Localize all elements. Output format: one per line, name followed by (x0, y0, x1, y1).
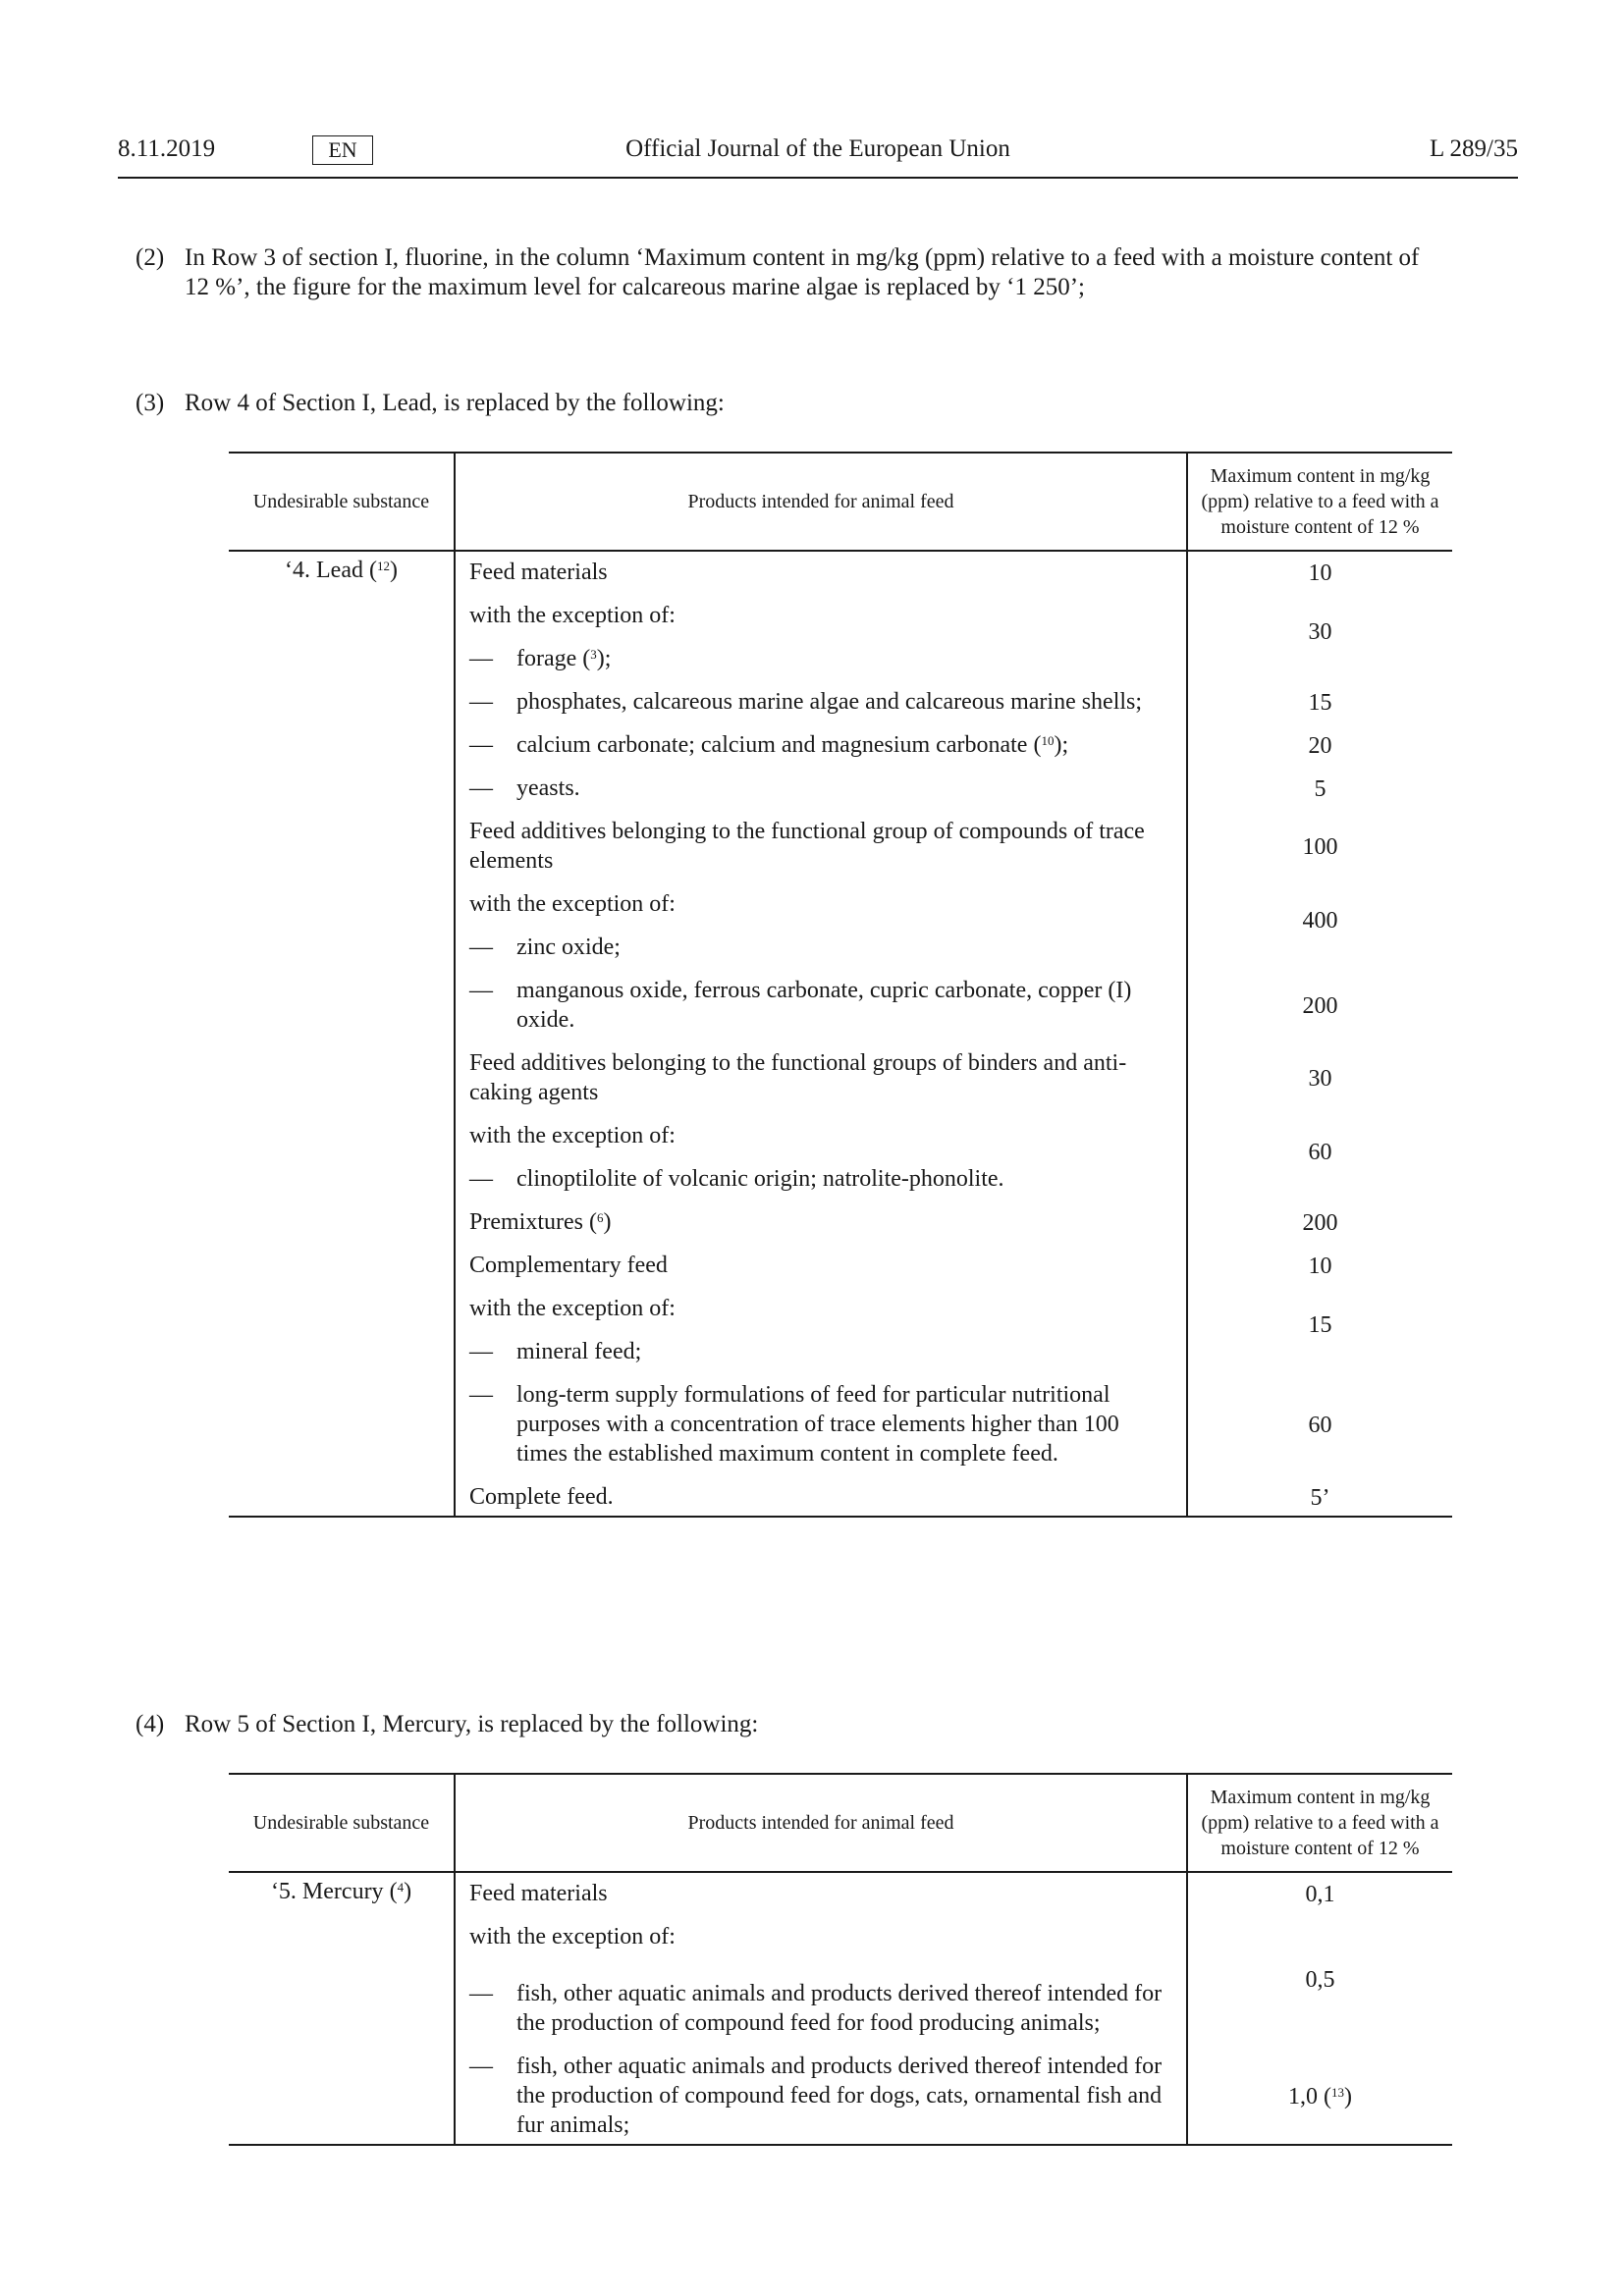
header-maximum-content: Maximum content in mg/kg (ppm) relative to a feed with a moisture content of 12 % (1187, 453, 1452, 551)
value-text: 20 (1308, 733, 1332, 759)
max-content-value (1188, 906, 1452, 935)
item-text (516, 687, 1172, 717)
products-cell (455, 1872, 1187, 2145)
max-content-value (1188, 991, 1452, 1021)
footnote-ref: 6 (596, 1210, 604, 1225)
paragraph-2 (135, 243, 1449, 302)
product-line (469, 601, 1172, 630)
item-label: yeasts. (516, 775, 580, 801)
product-label: Feed additives belonging to the functional groups of binders and anti-caking agents (469, 1050, 1127, 1105)
paragraph-text: Row 5 of Section I, Mercury, is replaced by the following: (185, 1711, 759, 1737)
max-content-value (1188, 1483, 1452, 1513)
product-label: Premixtures (469, 1209, 583, 1235)
footnote-ref: 12 (376, 559, 390, 573)
paragraph-4 (135, 1710, 1449, 1739)
value-text: 100 (1302, 834, 1338, 860)
value-text: 30 (1308, 619, 1332, 645)
item-text: calcium carbonate; calcium and magnesium carbonate ($^{10}$); (516, 732, 1069, 758)
item-text (516, 1979, 1172, 2038)
product-line (469, 1048, 1172, 1107)
product-label: with the exception of: (469, 1924, 676, 1949)
list-item (469, 976, 1172, 1035)
substance-name: ‘5. Mercury (270, 1879, 384, 1904)
footnote-ref: 4 (397, 1880, 405, 1895)
value-text: 200 (1302, 993, 1338, 1019)
dash-marker: — (469, 978, 493, 1003)
value-text: 0,1 (1305, 1882, 1335, 1907)
dash-marker: — (469, 1382, 493, 1408)
list-item (469, 687, 1172, 717)
item-label: zinc oxide; (516, 934, 621, 960)
item-label: mineral feed; (516, 1339, 642, 1364)
item-label: manganous oxide, ferrous carbonate, cupric carbonate, copper (I) oxide. (516, 978, 1132, 1033)
max-content-value (1188, 1064, 1452, 1094)
value-text: 10 (1308, 1254, 1332, 1279)
max-content-value (1188, 1252, 1452, 1281)
footnote-ref: 10 (1041, 733, 1055, 748)
product-label: with the exception of: (469, 891, 676, 917)
paragraph-text: Row 4 of Section I, Lead, is replaced by the following: (185, 390, 725, 416)
value-text: 10 (1308, 561, 1332, 586)
journal-title: Official Journal of the European Union (625, 135, 1010, 162)
value-text: 5’ (1310, 1485, 1330, 1511)
language-badge: EN (312, 135, 373, 165)
product-line (469, 1121, 1172, 1150)
item-label: clinoptilolite of volcanic origin; natrolite-phonolite. (516, 1166, 1004, 1192)
max-content-value (1188, 1208, 1452, 1238)
value-text: 30 (1308, 1066, 1332, 1092)
product-label: with the exception of: (469, 1123, 676, 1148)
product-line (469, 1251, 1172, 1280)
product-line (469, 1879, 1172, 1908)
value-text: 60 (1308, 1413, 1332, 1438)
value-text: 15 (1308, 690, 1332, 716)
product-label: Feed materials (469, 560, 608, 585)
dash-marker: — (469, 1339, 493, 1364)
max-content-value (1188, 559, 1452, 588)
item-label: phosphates, calcareous marine algae and calcareous marine shells; (516, 689, 1143, 715)
list-item (469, 774, 1172, 803)
value-text: 200 (1302, 1210, 1338, 1236)
max-content-value (1188, 1965, 1452, 1995)
max-content-value (1188, 1138, 1452, 1167)
max-content-value: 1,0 ($^{13}$) (1288, 2084, 1352, 2109)
value-text: 1,0 (1288, 2084, 1318, 2109)
list-item (469, 1979, 1172, 2038)
value-text: 400 (1302, 908, 1338, 934)
values-cell (1187, 551, 1452, 1517)
dash-marker: — (469, 775, 493, 801)
dash-marker: — (469, 2054, 493, 2079)
dash-marker: — (469, 934, 493, 960)
max-content-value (1188, 1310, 1452, 1340)
dash-marker: — (469, 689, 493, 715)
product-label: Feed additives belonging to the functional group of compounds of trace elements (469, 819, 1145, 874)
list-item (469, 2052, 1172, 2140)
list-item (469, 730, 1172, 760)
substance-cell: ‘4. Lead ($^{12}$) (229, 551, 455, 1517)
substance-cell: ‘5. Mercury ($^4$) (229, 1872, 455, 2145)
substance-name: ‘4. Lead (285, 558, 363, 583)
product-line (469, 1482, 1172, 1512)
item-label: forage (516, 646, 577, 671)
paragraph-3 (135, 389, 1449, 418)
product-label: Complete feed. (469, 1484, 614, 1510)
max-content-value (1188, 774, 1452, 804)
header-products: Products intended for animal feed (455, 1774, 1187, 1872)
list-item (469, 644, 1172, 673)
dash-marker: — (469, 1166, 493, 1192)
product-line: Premixtures ($^6$) (469, 1209, 612, 1235)
product-line (469, 889, 1172, 919)
item-text (516, 976, 1172, 1035)
product-line (469, 817, 1172, 876)
max-content-value (1188, 1411, 1452, 1440)
item-text (516, 933, 1172, 962)
max-content-value (1188, 1880, 1452, 1909)
list-item (469, 1380, 1172, 1468)
product-label: Feed materials (469, 1881, 608, 1906)
value-text: 5 (1314, 776, 1326, 802)
product-label: with the exception of: (469, 603, 676, 628)
header-products: Products intended for animal feed (455, 453, 1187, 551)
product-line (469, 1294, 1172, 1323)
paragraph-number: (2) (135, 244, 165, 271)
item-label: long-term supply formulations of feed for particular nutritional purposes with a concentration of trace elements higher than 100 times the established maximum content in complete feed. (516, 1382, 1119, 1467)
paragraph-number: (4) (135, 1711, 165, 1737)
product-line (469, 1922, 1172, 1951)
product-label: with the exception of: (469, 1296, 676, 1321)
item-text (516, 1164, 1172, 1194)
list-item (469, 1164, 1172, 1194)
values-cell (1187, 1872, 1452, 2145)
item-text (516, 1337, 1172, 1366)
item-label: fish, other aquatic animals and products derived thereof intended for the production of compound feed for dogs, cats, ornamental fish and fur animals; (516, 2054, 1163, 2138)
products-cell (455, 551, 1187, 1517)
product-label: Complementary feed (469, 1253, 668, 1278)
lead-table (229, 452, 1452, 1518)
header-undesirable-substance: Undesirable substance (229, 453, 455, 551)
paragraph-number: (3) (135, 390, 165, 416)
item-text: forage ($^3$); (516, 646, 612, 671)
max-content-value (1188, 617, 1452, 647)
max-content-value (1188, 731, 1452, 761)
page-reference: L 289/35 (1429, 135, 1518, 162)
item-text (516, 1380, 1172, 1468)
dash-marker: — (469, 1981, 493, 2006)
item-text (516, 774, 1172, 803)
value-text: 15 (1308, 1312, 1332, 1338)
item-label: calcium carbonate; calcium and magnesium carbonate (516, 732, 1028, 758)
paragraph-text: In Row 3 of section I, fluorine, in the column ‘Maximum content in mg/kg (ppm) relative to a feed with a moisture content of 12 %’, the figure for the maximum level for calcareous marine algae is replaced by ‘1 250’; (185, 244, 1420, 300)
header-undesirable-substance: Undesirable substance (229, 1774, 455, 1872)
publication-date: 8.11.2019 (118, 135, 216, 162)
list-item (469, 1337, 1172, 1366)
value-text: 60 (1308, 1140, 1332, 1165)
item-text (516, 2052, 1172, 2140)
dash-marker: — (469, 646, 493, 671)
header-maximum-content: Maximum content in mg/kg (ppm) relative to a feed with a moisture content of 12 % (1187, 1774, 1452, 1872)
max-content-value (1188, 688, 1452, 718)
dash-marker: — (469, 732, 493, 758)
max-content-value (1188, 832, 1452, 862)
page-header (118, 135, 1518, 179)
mercury-table (229, 1773, 1452, 2146)
footnote-ref: 13 (1331, 2085, 1344, 2100)
value-text: 0,5 (1305, 1967, 1335, 1993)
list-item (469, 933, 1172, 962)
item-tail: ; (604, 646, 612, 671)
item-label: fish, other aquatic animals and products derived thereof intended for the production of compound feed for food producing animals; (516, 1981, 1163, 2036)
item-tail: ; (1061, 732, 1069, 758)
product-line (469, 558, 1172, 587)
footnote-ref: 3 (590, 647, 597, 662)
